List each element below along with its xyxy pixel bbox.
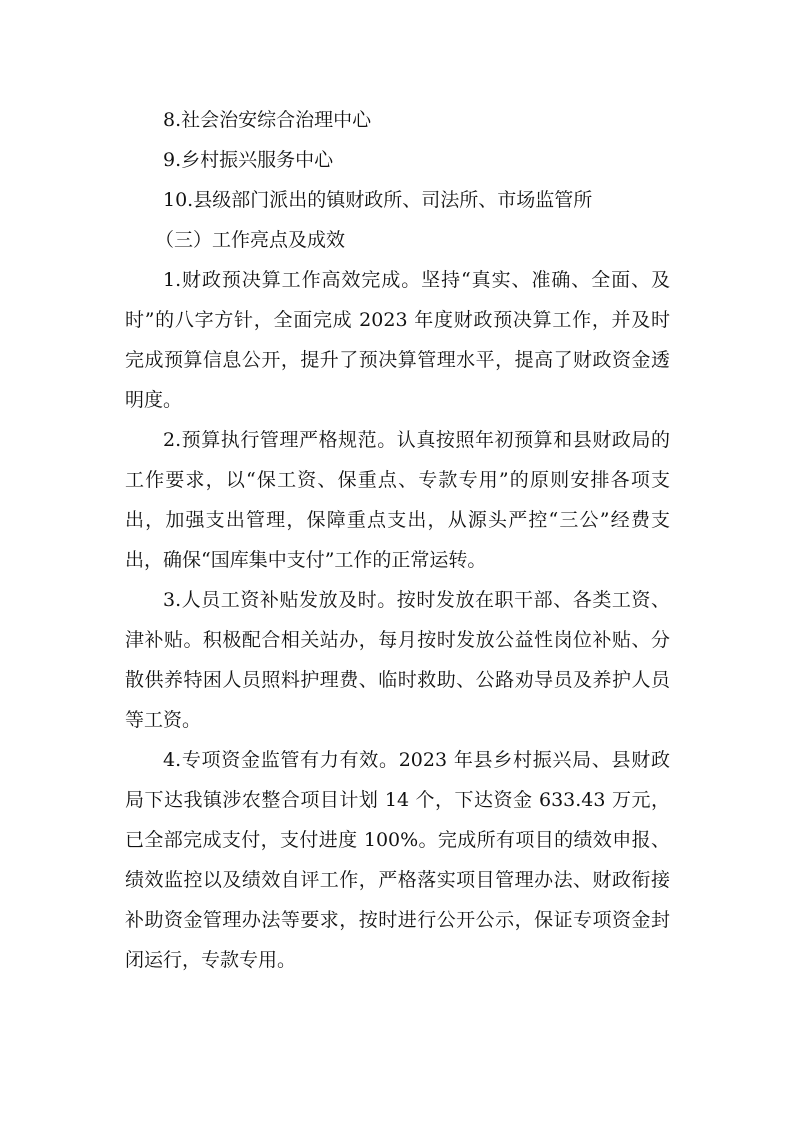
paragraph: 3.人员工资补贴发放及时。按时发放在职干部、各类工资、津补贴。积极配合相关站办，每月按时发放公益性岗位补贴、分散供养特困人员照料护理费、临时救助、公路劝导员及养护人员等工资。 — [125, 589, 670, 731]
section-heading: （三）工作亮点及成效 — [155, 229, 346, 251]
list-item: 10.县级部门派出的镇财政所、司法所、市场监管所 — [163, 189, 593, 211]
list-item: 9.乡村振兴服务中心 — [163, 149, 334, 171]
paragraph: 2.预算执行管理严格规范。认真按照年初预算和县财政局的工作要求，以“保工资、保重点、专款专用”的原则安排各项支出，加强支出管理，保障重点支出，从源头严控“三公”经费支出，确保“国库集中支付”工作的正常运转。 — [125, 429, 670, 571]
paragraph: 1.财政预决算工作高效完成。坚持“真实、准确、全面、及时”的八字方针，全面完成 2023 年度财政预决算工作，并及时完成预算信息公开，提升了预决算管理水平，提高了财政资金透明度。 — [125, 269, 670, 411]
paragraph: 4.专项资金监管有力有效。2023 年县乡村振兴局、县财政局下达我镇涉农整合项目计划 14 个，下达资金 633.43 万元，已全部完成支付，支付进度 100%。完成所有项目的绩效申报、绩效监控以及绩效自评工作，严格落实项目管理办法、财政衔接补助资金管理办法等要求，按时进行公开公示，保证专项资金封闭运行，专款专用。 — [125, 749, 670, 971]
list-item: 8.社会治安综合治理中心 — [163, 109, 372, 131]
document-body — [125, 100, 670, 980]
